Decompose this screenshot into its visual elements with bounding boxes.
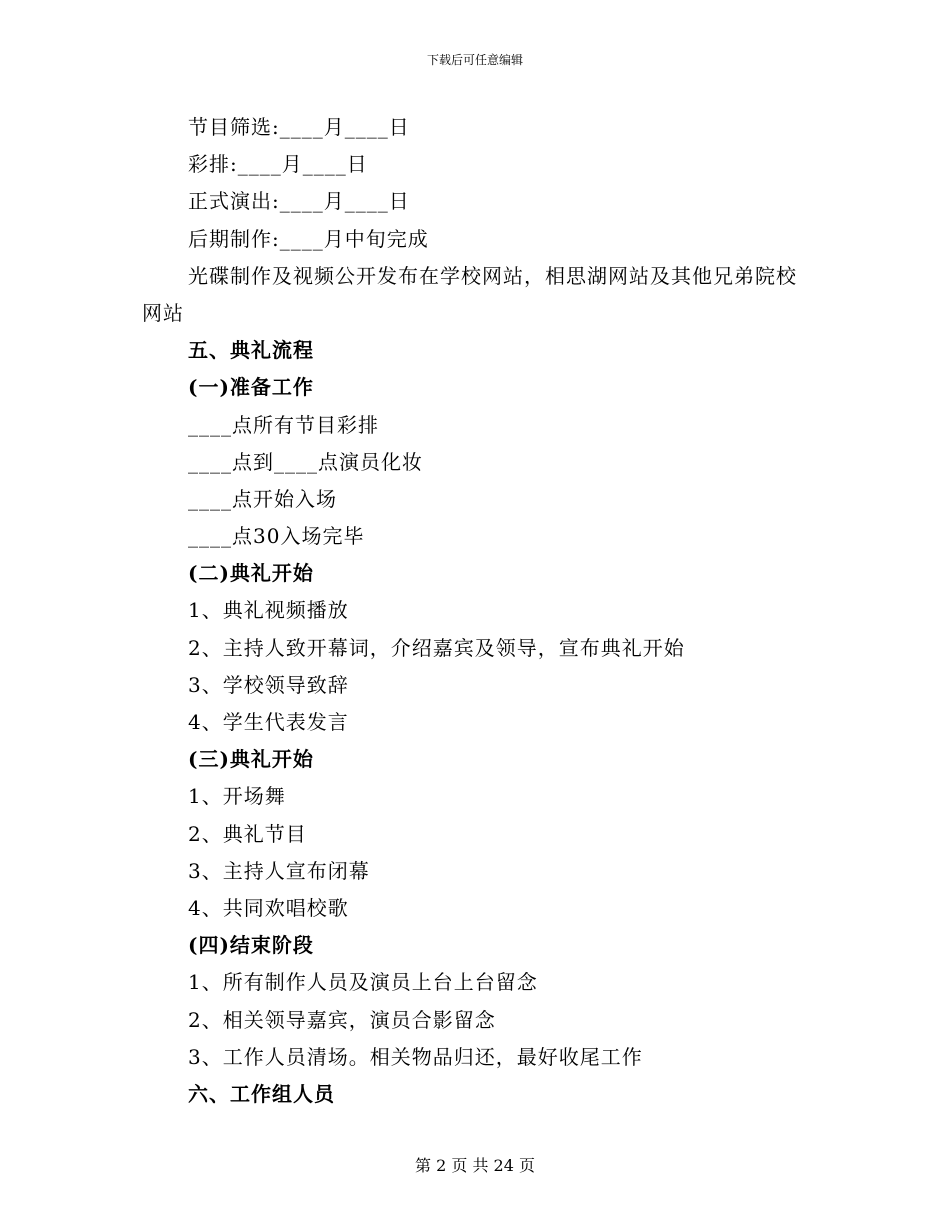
page-header: 下载后可任意编辑 — [426, 53, 523, 67]
list-item: 1、典礼视频播放 — [188, 598, 349, 623]
document-body — [142, 109, 812, 1113]
page-number-footer: 第 2 页 共 24 页 — [415, 1156, 535, 1175]
list-item: 1、开场舞 — [188, 784, 286, 809]
schedule-line: 正式演出:____月____日 — [188, 189, 410, 214]
subsection-heading: (四)结束阶段 — [188, 933, 314, 958]
list-item: 3、学校领导致辞 — [188, 672, 349, 697]
list-item: 4、学生代表发言 — [188, 710, 349, 735]
subsection-heading: (二)典礼开始 — [188, 561, 314, 586]
list-item: 3、工作人员清场。相关物品归还，最好收尾工作 — [188, 1044, 643, 1069]
list-item: 3、主持人宣布闭幕 — [188, 858, 370, 883]
list-item: 2、主持人致开幕词，介绍嘉宾及领导，宣布典礼开始 — [188, 635, 685, 660]
subsection-heading: (一)准备工作 — [188, 375, 314, 400]
list-item: 2、相关领导嘉宾，演员合影留念 — [188, 1007, 496, 1032]
publish-paragraph: 光碟制作及视频公开发布在学校网站，相思湖网站及其他兄弟院校网站 — [142, 263, 797, 325]
list-item: ____点开始入场 — [188, 486, 337, 511]
schedule-line: 彩排:____月____日 — [188, 152, 368, 177]
section-heading: 六、工作组人员 — [188, 1081, 335, 1106]
list-item: 2、典礼节目 — [188, 821, 307, 846]
section-heading: 五、典礼流程 — [188, 338, 314, 363]
list-item: 4、共同欢唱校歌 — [188, 895, 349, 920]
schedule-line: 后期制作:____月中旬完成 — [188, 226, 429, 251]
schedule-line: 节目筛选:____月____日 — [188, 115, 410, 139]
list-item: 1、所有制作人员及演员上台上台留念 — [188, 970, 538, 995]
subsection-heading: (三)典礼开始 — [188, 747, 314, 772]
list-item: ____点到____点演员化妆 — [188, 449, 423, 474]
list-item: ____点所有节目彩排 — [188, 412, 379, 437]
list-item: ____点30入场完毕 — [188, 524, 365, 549]
